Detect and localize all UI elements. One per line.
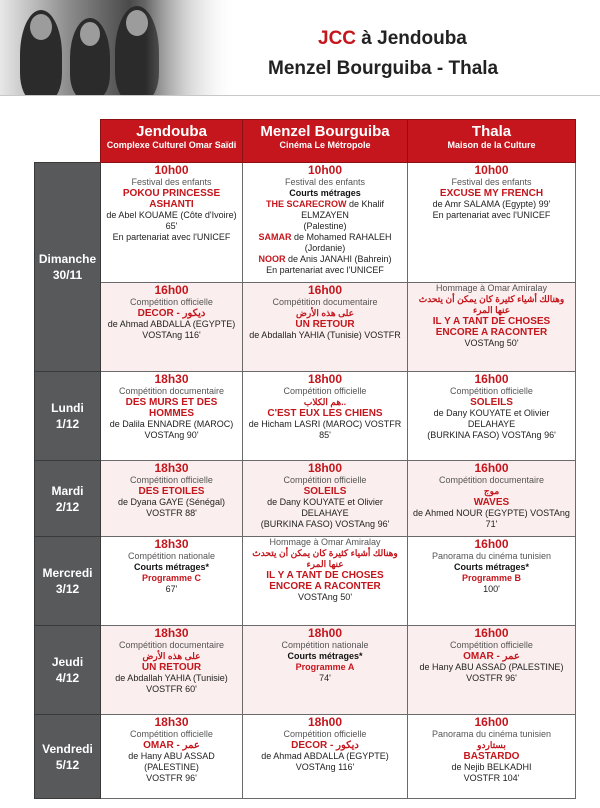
- film-title: EXCUSE MY FRENCH: [439, 188, 544, 199]
- film-title: WAVES: [473, 497, 510, 508]
- schedule-cell: 18h30 Compétition documentaire DES MURS ET DES HOMMES de Dalila ENNADRE (MAROC) VOSTAng 90': [101, 372, 243, 461]
- schedule-cell: 18h30 Compétition documentaire على هذه الأرض UN RETOUR de Abdallah YAHIA (Tunisie) VOSTFR 60': [101, 626, 243, 715]
- schedule-table: [34, 119, 576, 799]
- day-label-mercredi: Mercredi 3/12: [35, 537, 101, 626]
- schedule-cell: 16h00 Compétition documentaire على هذه الأرض UN RETOUR de Abdallah YAHIA (Tunisie) VOSTFR: [243, 283, 408, 372]
- schedule-cell: 18h30 Compétition nationale Courts métrages* Programme C 67': [101, 537, 243, 626]
- schedule-cell: 16h00 Compétition officielle DECOR - ديكور de Ahmad ABDALLA (EGYPTE) VOSTAng 116': [101, 283, 243, 372]
- film-title: OMAR - عمر: [143, 740, 200, 751]
- schedule-cell: 10h00 Festival des enfants Courts métrages THE SCARECROW de Khalif ELMZAYEN (Palestine) SAMAR de Mohamed RAHALEH (Jordanie) NOOR de Anis JANAHI (Bahrein) En partenariat avec l'UNICEF: [243, 163, 408, 283]
- schedule-cell: Hommage à Omar Amiralay وهنالك أشياء كثيرة كان يمكن أن يتحدث عنها المرء IL Y A TANT DE CHOSES ENCORE A RACONTER VOSTAng 50': [243, 537, 408, 626]
- column-header-thala: Thala Maison de la Culture: [408, 120, 576, 163]
- film-title: ENCORE A RACONTER: [269, 581, 381, 592]
- day-label-dimanche: Dimanche 30/11: [35, 163, 101, 372]
- table-row: [35, 283, 576, 372]
- schedule-cell: 10h00 Festival des enfants POKOU PRINCESSE ASHANTI de Abel KOUAME (Côte d'Ivoire) 65' En partenariat avec l'UNICEF: [101, 163, 243, 283]
- header-photo: [0, 0, 235, 96]
- schedule-cell: 18h00 Compétition nationale Courts métrages* Programme A 74': [243, 626, 408, 715]
- day-label-vendredi: Vendredi 5/12: [35, 715, 101, 799]
- schedule-cell: 16h00 Compétition documentaire موج WAVES de Ahmed NOUR (EGYPTE) VOSTAng 71': [408, 461, 576, 537]
- column-header-menzel: Menzel Bourguiba Cinéma Le Métropole: [243, 120, 408, 163]
- column-header-jendouba: Jendouba Complexe Culturel Omar Saïdi: [101, 120, 243, 163]
- table-corner: [35, 120, 101, 163]
- film-title: DES MURS ET DES HOMMES: [125, 397, 218, 419]
- schedule-cell: 16h00 Compétition officielle SOLEILS de Dany KOUYATE et Olivier DELAHAYE (BURKINA FASO) VOSTAng 96': [408, 372, 576, 461]
- table-row: [35, 461, 576, 537]
- table-header-row: [35, 120, 576, 163]
- schedule-cell: 16h00 Panorama du cinéma tunisien Courts métrages* Programme B 100': [408, 537, 576, 626]
- film-title: SOLEILS: [470, 397, 513, 408]
- schedule-cell: 18h30 Compétition officielle DES ETOILES de Dyana GAYE (Sénégal) VOSTFR 88': [101, 461, 243, 537]
- schedule-cell: 10h00 Festival des enfants EXCUSE MY FRENCH de Amr SALAMA (Egypte) 99' En partenariat avec l'UNICEF: [408, 163, 576, 283]
- film-title: POKOU PRINCESSE ASHANTI: [122, 188, 221, 210]
- film-title: SAMAR: [258, 232, 292, 242]
- film-title: THE SCARECROW: [265, 199, 347, 209]
- schedule-cell: 18h00 Compétition officielle SOLEILS de Dany KOUYATE et Olivier DELAHAYE (BURKINA FASO) VOSTAng 96': [243, 461, 408, 537]
- film-title: IL Y A TANT DE CHOSES: [266, 570, 384, 581]
- page-header: [0, 0, 600, 96]
- day-label-lundi: Lundi 1/12: [35, 372, 101, 461]
- film-title: IL Y A TANT DE CHOSES: [432, 316, 551, 327]
- film-title: DECOR - ديكور: [137, 308, 206, 319]
- table-row: [35, 163, 576, 283]
- schedule-cell: 18h30 Compétition officielle OMAR - عمر de Hany ABU ASSAD (PALESTINE) VOSTFR 96': [101, 715, 243, 799]
- film-title: DES ETOILES: [138, 486, 205, 497]
- film-title: UN RETOUR: [141, 662, 202, 673]
- table-row: [35, 626, 576, 715]
- table-row: [35, 715, 576, 799]
- page-subtitle: Menzel Bourguiba - Thala: [268, 58, 499, 79]
- schedule-cell: 16h00 Panorama du cinéma tunisien بستاردو BASTARDO de Nejib BELKADHI VOSTFR 104': [408, 715, 576, 799]
- film-title: UN RETOUR: [295, 319, 355, 330]
- schedule-cell: 18h00 Compétition officielle هم الكلاب.. C'EST EUX LES CHIENS de Hicham LASRI (MAROC) VOSTFR 85': [243, 372, 408, 461]
- schedule-cell: Hommage à Omar Amiralay وهنالك أشياء كثيرة كان يمكن أن يتحدث عنها المرء IL Y A TANT DE CHOSES ENCORE A RACONTER VOSTAng 50': [408, 283, 576, 372]
- film-title: C'EST EUX LES CHIENS: [267, 408, 383, 419]
- film-title: DECOR - ديكور: [291, 740, 359, 751]
- page-title: JCC à Jendouba: [318, 28, 467, 49]
- schedule-cell: 16h00 Compétition officielle OMAR - عمر de Hany ABU ASSAD (PALESTINE) VOSTFR 96': [408, 626, 576, 715]
- header-divider: [0, 95, 600, 96]
- film-title: ENCORE A RACONTER: [435, 327, 548, 338]
- table-row: [35, 537, 576, 626]
- day-label-mardi: Mardi 2/12: [35, 461, 101, 537]
- film-title: SOLEILS: [303, 486, 347, 497]
- table-row: [35, 372, 576, 461]
- film-title: OMAR - عمر: [463, 651, 520, 662]
- day-label-jeudi: Jeudi 4/12: [35, 626, 101, 715]
- film-title: BASTARDO: [463, 751, 520, 762]
- schedule-cell: 18h00 Compétition officielle DECOR - ديكور de Ahmad ABDALLA (EGYPTE) VOSTAng 116': [243, 715, 408, 799]
- film-title: NOOR: [258, 254, 286, 264]
